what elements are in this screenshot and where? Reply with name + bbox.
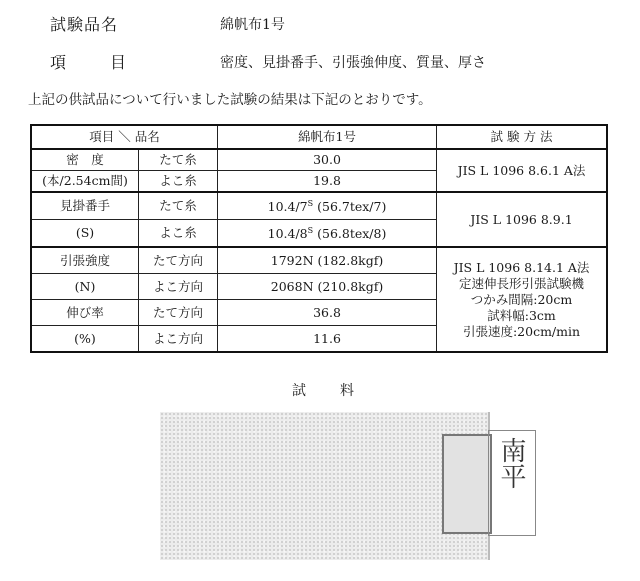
strength-weft-label: よこ方向	[139, 274, 218, 300]
count-warp-main: 10.4/7	[267, 199, 308, 215]
table-row	[31, 247, 607, 274]
test-items-value: 密度、見掛番手、引張強伸度、質量、厚さ	[220, 55, 486, 71]
count-warp-value	[218, 192, 437, 220]
elongation-warp-value: 36.8	[218, 300, 437, 326]
tensile-method-line: JIS L 1096 8.14.1 A法	[453, 259, 590, 275]
density-unit: (本/2.54cm間)	[31, 171, 139, 193]
strength-label: 引張強度	[31, 247, 139, 274]
count-weft-label: よこ糸	[139, 220, 218, 248]
elongation-unit: (%)	[31, 326, 139, 353]
strength-warp-label: たて方向	[139, 247, 218, 274]
elongation-weft-label: よこ方向	[139, 326, 218, 353]
test-items-label: 項 目	[50, 53, 141, 72]
count-weft-value	[218, 220, 437, 248]
header-product: 綿帆布1号	[218, 125, 437, 149]
product-name-value: 綿帆布1号	[220, 17, 285, 33]
count-warp-tex: (56.7tex/7)	[317, 199, 387, 215]
fabric-sample-image	[160, 412, 490, 560]
table-header-row	[31, 125, 607, 149]
elongation-warp-label: たて方向	[139, 300, 218, 326]
header-method: 試 験 方 法	[437, 125, 608, 149]
count-unit: (S)	[31, 220, 139, 248]
elongation-label: 伸び率	[31, 300, 139, 326]
strength-weft-value: 2068N (210.8kgf)	[218, 274, 437, 300]
count-label: 見掛番手	[31, 192, 139, 220]
density-weft-label: よこ糸	[139, 171, 218, 193]
seal-imprint	[442, 434, 492, 534]
header-item-product: 項目 ＼ 品名	[31, 125, 218, 149]
density-warp-value: 30.0	[218, 149, 437, 171]
density-warp-label: たて糸	[139, 149, 218, 171]
count-weft-main: 10.4/8	[267, 226, 308, 242]
tensile-method-line: 引張速度:20cm/min	[462, 323, 581, 339]
count-weft-tex: (56.8tex/8)	[317, 226, 387, 242]
count-weft-sup: S	[307, 226, 314, 236]
tensile-method-line: つかみ間隔:20cm	[470, 291, 573, 307]
count-warp-label: たて糸	[139, 192, 218, 220]
tensile-method-line: 試料幅:3cm	[487, 307, 556, 323]
results-table	[30, 124, 608, 353]
tensile-method	[437, 247, 608, 352]
strength-unit: (N)	[31, 274, 139, 300]
tensile-method-line: 定速伸長形引張試験機	[458, 275, 584, 291]
elongation-weft-value: 11.6	[218, 326, 437, 353]
seal-stamp: 南平	[496, 437, 526, 489]
intro-text: 上記の供試品について行いました試験の結果は下記のとおりです。	[28, 92, 432, 108]
density-method: JIS L 1096 8.6.1 A法	[437, 149, 608, 192]
count-method: JIS L 1096 8.9.1	[437, 192, 608, 247]
count-warp-sup: S	[307, 199, 314, 209]
table-row	[31, 192, 607, 220]
density-label: 密 度	[31, 149, 139, 171]
sample-title: 試料	[292, 383, 388, 399]
density-weft-value: 19.8	[218, 171, 437, 193]
table-row	[31, 149, 607, 171]
strength-warp-value: 1792N (182.8kgf)	[218, 247, 437, 274]
product-name-label: 試験品名	[50, 15, 119, 34]
